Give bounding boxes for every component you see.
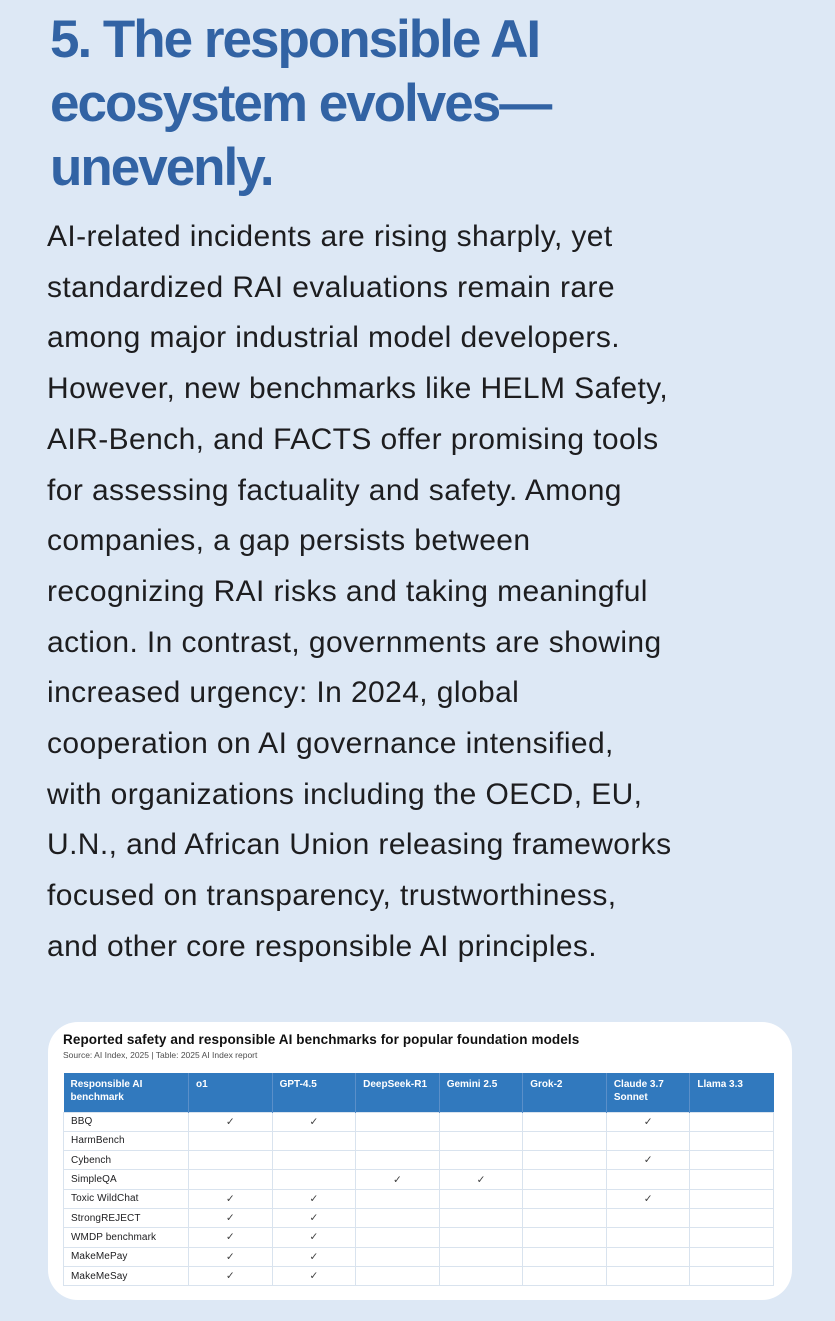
paragraph-line: U.N., and African Union releasing frameworks bbox=[47, 828, 672, 862]
heading-line: ecosystem evolves— bbox=[50, 74, 551, 133]
check-cell bbox=[523, 1151, 607, 1170]
check-cell bbox=[523, 1228, 607, 1247]
body-paragraph bbox=[47, 212, 672, 973]
check-cell bbox=[690, 1131, 774, 1150]
heading-line: unevenly. bbox=[50, 138, 273, 197]
paragraph-line: with organizations including the OECD, EU, bbox=[47, 777, 643, 811]
table-body bbox=[64, 1112, 774, 1286]
check-cell bbox=[439, 1189, 523, 1208]
check-icon: ✓ bbox=[643, 1192, 653, 1205]
column-header-model: Grok-2 bbox=[523, 1073, 607, 1112]
check-cell bbox=[272, 1247, 356, 1266]
check-icon: ✓ bbox=[225, 1115, 235, 1128]
check-icon: ✓ bbox=[643, 1154, 653, 1167]
check-icon: ✓ bbox=[309, 1192, 319, 1205]
check-cell bbox=[439, 1266, 523, 1285]
benchmark-name-cell: HarmBench bbox=[64, 1131, 189, 1150]
benchmark-row bbox=[64, 1247, 774, 1266]
benchmark-row bbox=[64, 1266, 774, 1285]
paragraph-line: AI-related incidents are rising sharply, yet bbox=[47, 220, 613, 253]
check-cell bbox=[356, 1151, 440, 1170]
check-cell bbox=[189, 1170, 273, 1189]
check-cell bbox=[606, 1151, 690, 1170]
paragraph-line: cooperation on AI governance intensified, bbox=[47, 727, 614, 761]
check-cell bbox=[523, 1189, 607, 1208]
check-cell bbox=[189, 1228, 273, 1247]
check-cell bbox=[606, 1266, 690, 1285]
benchmark-name-cell: SimpleQA bbox=[64, 1170, 189, 1189]
check-icon: ✓ bbox=[643, 1115, 653, 1128]
check-cell bbox=[523, 1208, 607, 1227]
check-cell bbox=[606, 1247, 690, 1266]
check-icon: ✓ bbox=[393, 1173, 402, 1186]
check-cell bbox=[439, 1228, 523, 1247]
column-header-model: GPT-4.5 bbox=[272, 1073, 356, 1112]
check-cell bbox=[356, 1170, 440, 1189]
paragraph-line: companies, a gap persists between bbox=[47, 524, 531, 558]
column-header-model: Gemini 2.5 bbox=[439, 1073, 523, 1112]
check-icon: ✓ bbox=[309, 1270, 319, 1283]
paragraph-line: However, new benchmarks like HELM Safety, bbox=[47, 372, 669, 406]
check-cell bbox=[356, 1112, 440, 1131]
check-cell bbox=[272, 1131, 356, 1150]
check-cell bbox=[272, 1228, 356, 1247]
benchmark-row bbox=[64, 1228, 774, 1247]
check-cell bbox=[272, 1208, 356, 1227]
check-cell bbox=[439, 1247, 523, 1266]
paragraph-line: action. In contrast, governments are showing bbox=[47, 625, 662, 659]
check-cell bbox=[606, 1131, 690, 1150]
check-cell bbox=[272, 1266, 356, 1285]
check-cell bbox=[272, 1151, 356, 1170]
check-cell bbox=[189, 1151, 273, 1170]
check-cell bbox=[356, 1189, 440, 1208]
benchmark-row bbox=[64, 1189, 774, 1208]
check-cell bbox=[439, 1208, 523, 1227]
benchmark-row bbox=[64, 1131, 774, 1150]
check-cell bbox=[189, 1189, 273, 1208]
column-header-model: Llama 3.3 bbox=[690, 1073, 774, 1112]
column-header-model: DeepSeek-R1 bbox=[356, 1073, 440, 1112]
table-title: Reported safety and responsible AI benchmarks for popular foundation models bbox=[63, 1032, 580, 1047]
check-cell bbox=[690, 1189, 774, 1208]
check-icon: ✓ bbox=[225, 1231, 235, 1244]
benchmark-row bbox=[64, 1208, 774, 1227]
benchmark-name-cell: StrongREJECT bbox=[64, 1208, 189, 1227]
column-header-model: Claude 3.7 Sonnet bbox=[606, 1073, 690, 1112]
paragraph-line: focused on transparency, trustworthiness, bbox=[47, 879, 617, 913]
check-cell bbox=[606, 1228, 690, 1247]
check-cell bbox=[189, 1266, 273, 1285]
check-icon: ✓ bbox=[309, 1115, 319, 1128]
check-cell bbox=[439, 1131, 523, 1150]
check-cell bbox=[523, 1112, 607, 1131]
paragraph-line: standardized RAI evaluations remain rare bbox=[47, 270, 615, 304]
check-cell bbox=[439, 1170, 523, 1189]
table-header-row bbox=[64, 1073, 774, 1112]
heading-line: 5. The responsible AI bbox=[50, 10, 540, 69]
check-cell bbox=[690, 1247, 774, 1266]
check-cell bbox=[523, 1131, 607, 1150]
benchmark-name-cell: MakeMePay bbox=[64, 1247, 189, 1266]
check-cell bbox=[690, 1112, 774, 1131]
benchmark-name-cell: BBQ bbox=[64, 1112, 189, 1131]
benchmark-row bbox=[64, 1170, 774, 1189]
check-cell bbox=[189, 1208, 273, 1227]
table-source: Source: AI Index, 2025 | Table: 2025 AI Index report bbox=[63, 1050, 258, 1060]
column-header-model: o1 bbox=[189, 1073, 273, 1112]
paragraph-line: and other core responsible AI principles. bbox=[47, 929, 598, 963]
check-cell bbox=[272, 1189, 356, 1208]
check-cell bbox=[439, 1112, 523, 1131]
check-cell bbox=[356, 1208, 440, 1227]
paragraph-line: increased urgency: In 2024, global bbox=[47, 676, 520, 710]
check-cell bbox=[606, 1189, 690, 1208]
paragraph-line: AIR-Bench, and FACTS offer promising tools bbox=[47, 422, 659, 456]
check-cell bbox=[189, 1131, 273, 1150]
benchmark-row bbox=[64, 1112, 774, 1131]
check-cell bbox=[523, 1247, 607, 1266]
check-icon: ✓ bbox=[309, 1212, 319, 1225]
check-cell bbox=[606, 1208, 690, 1227]
benchmark-name-cell: WMDP benchmark bbox=[64, 1228, 189, 1247]
check-icon: ✓ bbox=[225, 1192, 235, 1205]
check-cell bbox=[523, 1170, 607, 1189]
check-icon: ✓ bbox=[225, 1250, 235, 1263]
benchmark-row bbox=[64, 1151, 774, 1170]
section-heading bbox=[50, 8, 550, 200]
check-icon: ✓ bbox=[476, 1173, 486, 1186]
check-cell bbox=[272, 1170, 356, 1189]
check-cell bbox=[690, 1208, 774, 1227]
check-icon: ✓ bbox=[225, 1212, 235, 1225]
benchmark-name-cell: Cybench bbox=[64, 1151, 189, 1170]
check-icon: ✓ bbox=[309, 1250, 319, 1263]
check-cell bbox=[356, 1266, 440, 1285]
check-cell bbox=[272, 1112, 356, 1131]
table-card bbox=[48, 1022, 792, 1300]
check-cell bbox=[606, 1112, 690, 1131]
check-cell bbox=[356, 1228, 440, 1247]
check-cell bbox=[439, 1151, 523, 1170]
check-cell bbox=[523, 1266, 607, 1285]
paragraph-line: for assessing factuality and safety. Among bbox=[47, 473, 622, 507]
benchmark-name-cell: MakeMeSay bbox=[64, 1266, 189, 1285]
benchmarks-table bbox=[63, 1073, 774, 1286]
paragraph-line: recognizing RAI risks and taking meaningful bbox=[47, 574, 648, 608]
column-header-benchmark: Responsible AI benchmark bbox=[64, 1073, 189, 1112]
check-cell bbox=[690, 1228, 774, 1247]
check-cell bbox=[356, 1247, 440, 1266]
check-cell bbox=[189, 1247, 273, 1266]
check-cell bbox=[690, 1170, 774, 1189]
paragraph-line: among major industrial model developers. bbox=[47, 321, 620, 355]
benchmark-name-cell: Toxic WildChat bbox=[64, 1189, 189, 1208]
check-cell bbox=[356, 1131, 440, 1150]
check-cell bbox=[690, 1151, 774, 1170]
check-cell bbox=[606, 1170, 690, 1189]
check-icon: ✓ bbox=[225, 1270, 235, 1283]
check-cell bbox=[690, 1266, 774, 1285]
check-cell bbox=[189, 1112, 273, 1131]
check-icon: ✓ bbox=[309, 1231, 319, 1244]
table-header bbox=[64, 1073, 774, 1112]
